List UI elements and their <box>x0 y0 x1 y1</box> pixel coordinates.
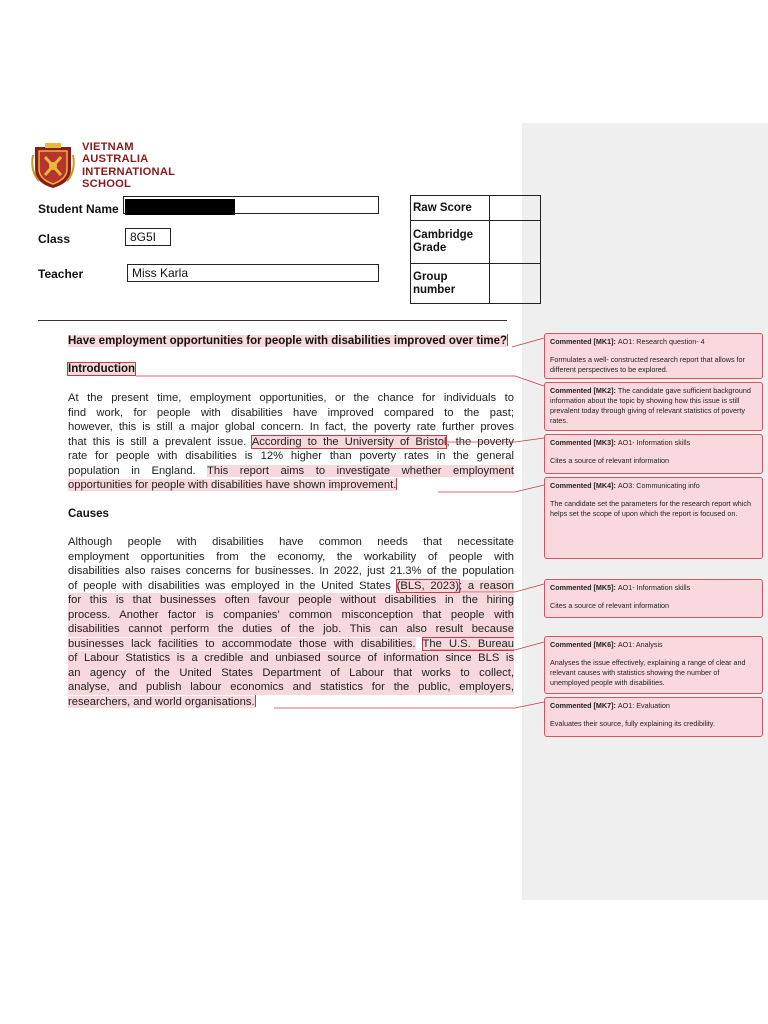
school-crest-logo <box>31 141 75 189</box>
intro-paragraph <box>68 391 514 493</box>
cambridge-grade-cell[interactable] <box>490 221 541 264</box>
school-line-4: SCHOOL <box>82 177 132 190</box>
causes-line: disabilities cannot perform the duties of the job. This can also result because <box>68 623 514 635</box>
causes-line: Although people with disabilities have common needs that necessitate <box>68 536 514 548</box>
comment-mk3[interactable]: Commented [MK3]: AO1- Information skills Cites a source of relevant information <box>544 434 763 474</box>
causes-line: disabilities also raises concerns for businesses. In 2022, just 21.3% of the population <box>68 565 514 577</box>
school-line-2: AUSTRALIA <box>82 153 149 166</box>
intro-line: find work, for people with disabilities have improved compared to the past; <box>68 406 514 419</box>
class-label: Class <box>38 232 71 246</box>
teacher-label: Teacher <box>38 267 84 281</box>
intro-line: population in England. This report aims to investigate whether employment <box>68 464 514 477</box>
causes-line: researchers, and world organisations. <box>68 695 255 708</box>
comment-mk1[interactable]: Commented [MK1]: AO1: Research question- 4 Formulates a well- constructed research report that allows for different perspectives to be explored. <box>544 333 763 379</box>
teacher-field[interactable]: Miss Karla <box>127 264 379 282</box>
causes-line: analyse, and publish labour economics and statistics for the public, employers, <box>68 681 514 693</box>
causes-line: of Labour Statistics is a credible and unbiased source of information since BLS is <box>68 652 514 664</box>
intro-line: At the present time, employment opportunities, or the chance for individuals to <box>68 392 514 404</box>
citation-bls: (BLS, 2023) <box>396 579 459 592</box>
causes-line: for this is that businesses often favour people without disabilities in the hiring <box>68 594 514 606</box>
causes-heading: Causes <box>68 508 109 520</box>
causes-line: employment opportunities from the economy, the workability of people with <box>68 550 514 563</box>
student-name-label: Student Name <box>38 202 119 216</box>
intro-line: however, this is still a major global concern. In fact, the poverty rate further proves <box>68 421 514 433</box>
causes-line: of people with disabilities was employed in the United States (BLS, 2023); a reason <box>68 579 514 592</box>
raw-score-cell[interactable] <box>490 196 541 221</box>
comment-mk7[interactable]: Commented [MK7]: AO1: Evaluation Evaluates their source, fully explaining its credibility. <box>544 697 763 737</box>
score-table <box>410 195 541 304</box>
causes-line: an agency of the United States Department of Labour that works to collect, <box>68 666 514 679</box>
causes-line: process. Another factor is companies’ common misconception that people with <box>68 608 514 621</box>
causes-paragraph <box>68 535 514 709</box>
group-number-cell[interactable] <box>490 264 541 304</box>
comment-mk2[interactable]: Commented [MK2]: The candidate gave sufficient background information about the topic by showing how this issue is still prevalent today through giving of relevant statistics of poverty rates. <box>544 382 763 431</box>
intro-line: opportunities for people with disabilities have shown improvement. <box>68 479 397 491</box>
class-field[interactable]: 8G5I <box>125 228 171 246</box>
school-line-1: VIETNAM <box>82 141 134 153</box>
intro-line: that this is still a prevalent issue. According to the University of Bristol, the poverty <box>68 435 514 448</box>
raw-score-label: Raw Score <box>411 196 490 221</box>
redaction-bar <box>125 199 235 215</box>
intro-line: rate for people with disabilities is 12% higher than poverty rates in the general <box>68 450 514 462</box>
causes-line: businesses lack facilities to accommodate those with disabilities. The U.S. Bureau <box>68 637 514 650</box>
group-number-label: Group number <box>411 264 490 304</box>
citation-bristol: According to the University of Bristol <box>251 435 447 448</box>
school-name-logo <box>82 141 175 190</box>
report-title: Have employment opportunities for people with disabilities improved over time? <box>68 335 507 347</box>
intro-heading: Introduction <box>68 363 136 375</box>
school-line-3: INTERNATIONAL <box>82 165 176 178</box>
cambridge-grade-label: Cambridge Grade <box>411 221 490 264</box>
comment-mk6[interactable]: Commented [MK6]: AO1: Analysis Analyses the issue effectively, explaining a range of clear and relevant causes with statistics showing the number of unemployed people with disabilities. <box>544 636 763 694</box>
comment-mk5[interactable]: Commented [MK5]: AO1- Information skills Cites a source of relevant information <box>544 579 763 618</box>
comment-mk4[interactable]: Commented [MK4]: AO3: Communicating info The candidate set the parameters for the research report which helps set the scope of upon which the report is focused on. <box>544 477 763 559</box>
divider <box>38 320 507 321</box>
